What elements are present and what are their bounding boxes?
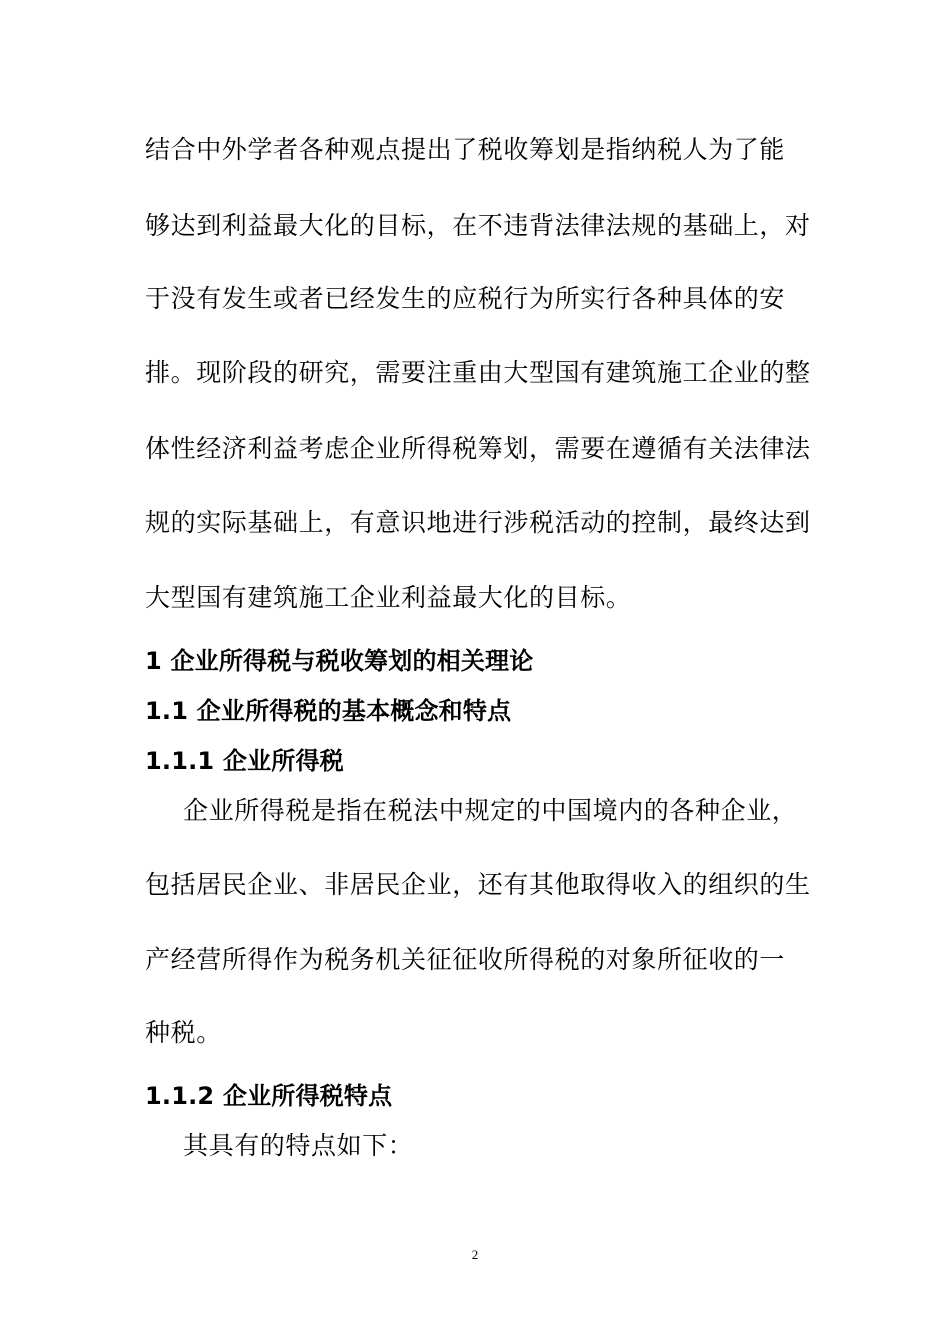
paragraph-line: 种税。 [145,1018,222,1047]
paragraph-line: 排。现阶段的研究，需要注重由大型国有建筑施工企业的整 [145,358,811,387]
paragraph-line: 产经营所得作为税务机关征征收所得税的对象所征收的一 [145,945,786,974]
paragraph-line: 规的实际基础上，有意识地进行涉税活动的控制，最终达到 [145,508,811,537]
section-heading-1-1: 1.1 企业所得税的基本概念和特点 [145,697,512,725]
page-number: 2 [471,1247,479,1262]
section-heading-1: 1 企业所得税与税收筹划的相关理论 [145,647,534,675]
paragraph-line: 够达到利益最大化的目标，在不违背法律法规的基础上，对 [145,211,811,240]
paragraph-line: 体性经济利益考虑企业所得税筹划，需要在遵循有关法律法 [145,434,811,463]
paragraph-line: 于没有发生或者已经发生的应税行为所实行各种具体的安 [145,284,786,313]
paragraph-line: 包括居民企业、非居民企业，还有其他取得收入的组织的生 [145,870,811,899]
paragraph-line: 结合中外学者各种观点提出了税收筹划是指纳税人为了能 [145,135,786,164]
section-heading-1-1-2: 1.1.2 企业所得税特点 [145,1082,393,1110]
section-heading-1-1-1: 1.1.1 企业所得税 [145,747,344,775]
paragraph-line: 大型国有建筑施工企业利益最大化的目标。 [145,583,632,612]
paragraph-line: 其具有的特点如下： [183,1131,414,1160]
paragraph-line: 企业所得税是指在税法中规定的中国境内的各种企业， [183,796,798,825]
